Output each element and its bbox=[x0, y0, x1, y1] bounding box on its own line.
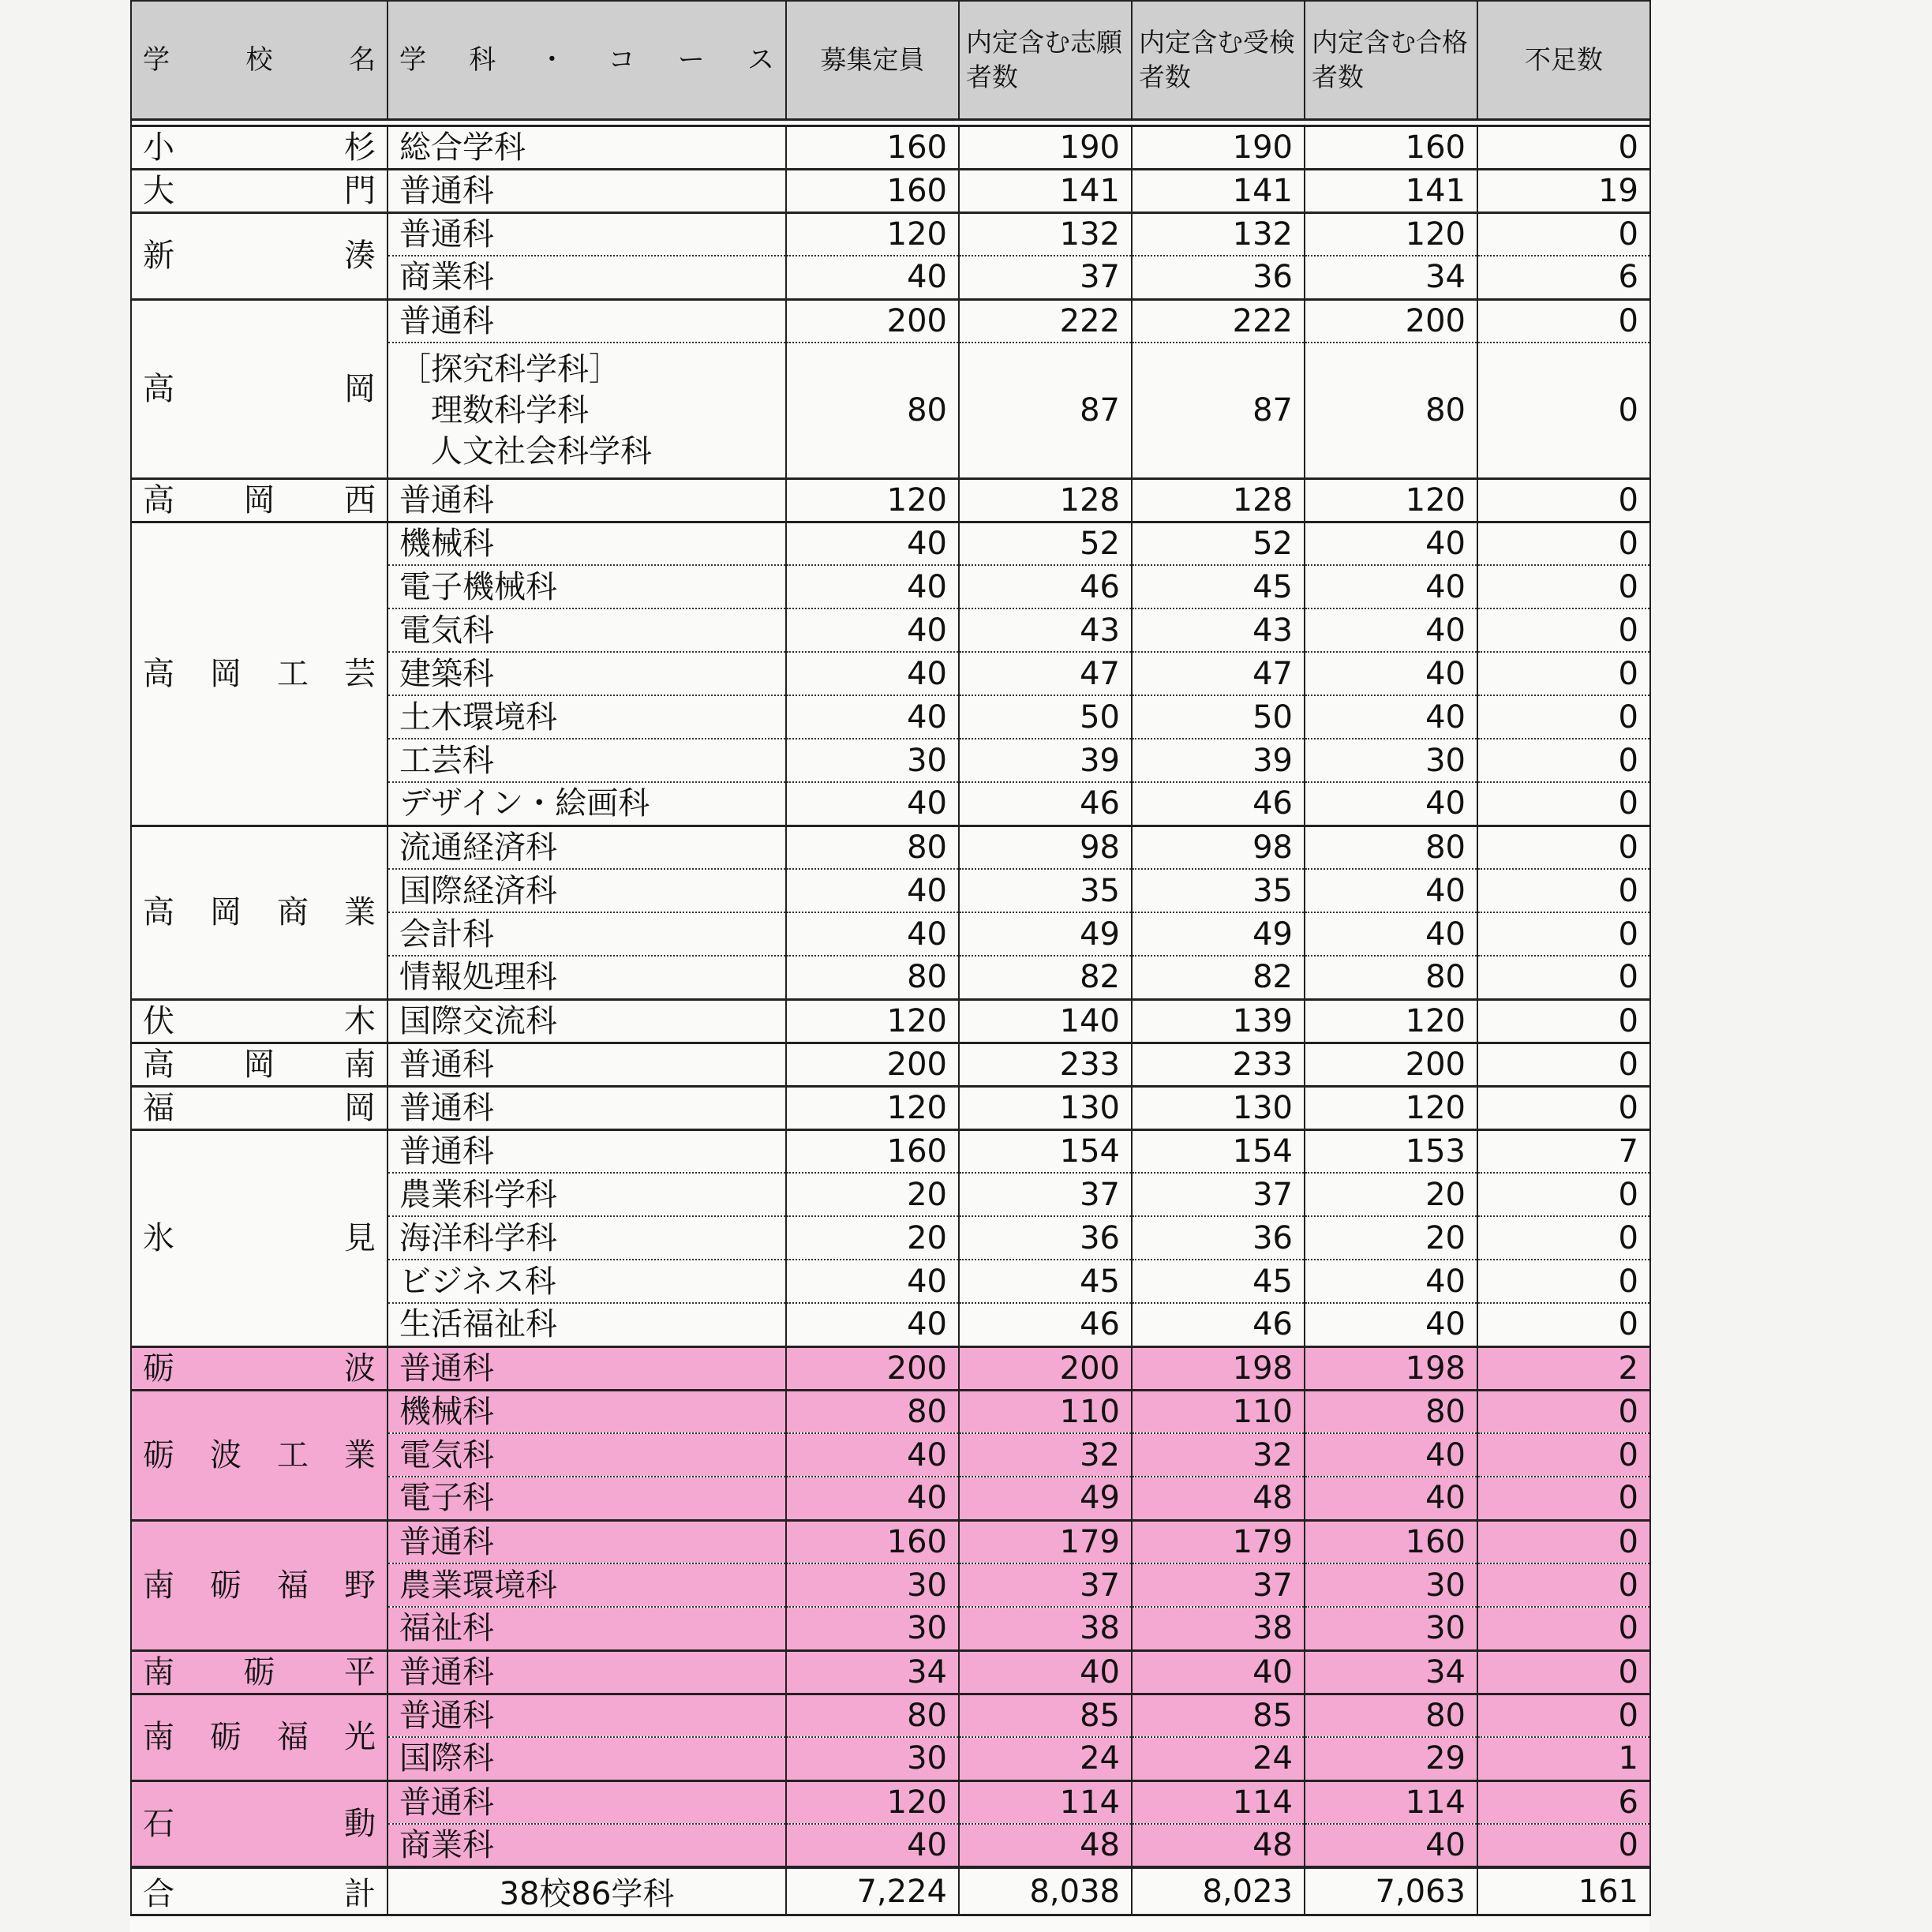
department-cell: 普通科 bbox=[388, 1650, 786, 1694]
applicants-cell: 233 bbox=[959, 1043, 1132, 1086]
table-body bbox=[131, 119, 1650, 1867]
passed-cell: 114 bbox=[1305, 1780, 1477, 1824]
passed-cell: 141 bbox=[1305, 169, 1477, 212]
examinees-cell: 139 bbox=[1132, 999, 1305, 1043]
table-row bbox=[131, 1390, 1650, 1433]
capacity-cell: 30 bbox=[786, 1563, 959, 1607]
department-cell: 機械科 bbox=[388, 1390, 786, 1433]
examinees-cell: 48 bbox=[1132, 1477, 1305, 1520]
examinees-cell: 85 bbox=[1132, 1694, 1305, 1737]
header-shortfall: 不足数 bbox=[1477, 1, 1650, 119]
capacity-cell: 20 bbox=[786, 1173, 959, 1216]
applicants-cell: 46 bbox=[959, 1303, 1132, 1346]
applicants-cell: 52 bbox=[959, 522, 1132, 565]
department-cell: 流通経済科 bbox=[388, 826, 786, 869]
shortfall-cell: 0 bbox=[1477, 999, 1650, 1043]
table-row bbox=[131, 1043, 1650, 1086]
school-name-cell: 高 岡 商 業 bbox=[131, 826, 388, 999]
capacity-cell: 40 bbox=[786, 1824, 959, 1867]
department-cell: 普通科 bbox=[388, 212, 786, 256]
department-cell: 電気科 bbox=[388, 608, 786, 652]
shortfall-cell: 0 bbox=[1477, 695, 1650, 739]
applicants-cell: 37 bbox=[959, 256, 1132, 299]
shortfall-cell: 0 bbox=[1477, 869, 1650, 912]
shortfall-cell: 0 bbox=[1477, 739, 1650, 782]
table-row bbox=[131, 1129, 1650, 1173]
table-row bbox=[131, 169, 1650, 212]
passed-cell: 40 bbox=[1305, 1477, 1477, 1520]
applicants-cell: 82 bbox=[959, 956, 1132, 999]
passed-cell: 160 bbox=[1305, 1520, 1477, 1563]
table-row bbox=[131, 1650, 1650, 1694]
passed-cell: 40 bbox=[1305, 1260, 1477, 1303]
passed-cell: 30 bbox=[1305, 1607, 1477, 1650]
header-examinees: 内定含む受検者数 bbox=[1132, 1, 1305, 119]
applicants-cell: 190 bbox=[959, 125, 1132, 169]
capacity-cell: 160 bbox=[786, 1129, 959, 1173]
capacity-cell: 20 bbox=[786, 1216, 959, 1260]
examinees-cell: 132 bbox=[1132, 212, 1305, 256]
shortfall-cell: 6 bbox=[1477, 1780, 1650, 1824]
school-name-cell: 高 岡 西 bbox=[131, 478, 388, 522]
capacity-cell: 200 bbox=[786, 1043, 959, 1086]
examinees-cell: 141 bbox=[1132, 169, 1305, 212]
capacity-cell: 80 bbox=[786, 1390, 959, 1433]
department-cell: 海洋科学科 bbox=[388, 1216, 786, 1260]
department-cell: 国際経済科 bbox=[388, 869, 786, 912]
table-footer bbox=[131, 1867, 1650, 1915]
shortfall-cell: 0 bbox=[1477, 1694, 1650, 1737]
department-cell: 普通科 bbox=[388, 299, 786, 343]
examinees-cell: 37 bbox=[1132, 1173, 1305, 1216]
passed-cell: 40 bbox=[1305, 1433, 1477, 1477]
department-cell: 普通科 bbox=[388, 1346, 786, 1390]
school-name-cell: 高 岡 工 芸 bbox=[131, 522, 388, 826]
examinees-cell: 52 bbox=[1132, 522, 1305, 565]
applicants-cell: 179 bbox=[959, 1520, 1132, 1563]
table-row bbox=[131, 826, 1650, 869]
applicants-cell: 114 bbox=[959, 1780, 1132, 1824]
shortfall-cell: 0 bbox=[1477, 1043, 1650, 1086]
capacity-cell: 40 bbox=[786, 912, 959, 956]
examinees-cell: 45 bbox=[1132, 1260, 1305, 1303]
department-cell: 普通科 bbox=[388, 1043, 786, 1086]
examinees-cell: 35 bbox=[1132, 869, 1305, 912]
capacity-cell: 120 bbox=[786, 1780, 959, 1824]
passed-cell: 40 bbox=[1305, 1303, 1477, 1346]
passed-cell: 160 bbox=[1305, 125, 1477, 169]
department-cell: 機械科 bbox=[388, 522, 786, 565]
header-capacity: 募集定員 bbox=[786, 1, 959, 119]
shortfall-cell: 0 bbox=[1477, 343, 1650, 478]
school-name-cell: 小 杉 bbox=[131, 125, 388, 169]
passed-cell: 34 bbox=[1305, 256, 1477, 299]
department-cell: 普通科 bbox=[388, 169, 786, 212]
applicants-cell: 37 bbox=[959, 1563, 1132, 1607]
department-cell: 商業科 bbox=[388, 1824, 786, 1867]
passed-cell: 29 bbox=[1305, 1737, 1477, 1780]
capacity-cell: 120 bbox=[786, 999, 959, 1043]
examinees-cell: 49 bbox=[1132, 912, 1305, 956]
capacity-cell: 30 bbox=[786, 1607, 959, 1650]
shortfall-cell: 6 bbox=[1477, 256, 1650, 299]
applicants-cell: 43 bbox=[959, 608, 1132, 652]
applicants-cell: 45 bbox=[959, 1260, 1132, 1303]
applicants-cell: 32 bbox=[959, 1433, 1132, 1477]
department-cell: 普通科 bbox=[388, 1520, 786, 1563]
capacity-cell: 120 bbox=[786, 1086, 959, 1129]
examinees-cell: 32 bbox=[1132, 1433, 1305, 1477]
examinees-cell: 43 bbox=[1132, 608, 1305, 652]
admission-results-table bbox=[130, 0, 1651, 1916]
table-header bbox=[131, 1, 1650, 119]
shortfall-cell: 0 bbox=[1477, 1173, 1650, 1216]
shortfall-cell: 7 bbox=[1477, 1129, 1650, 1173]
shortfall-cell: 0 bbox=[1477, 1607, 1650, 1650]
school-name-cell: 高 岡 南 bbox=[131, 1043, 388, 1086]
capacity-cell: 30 bbox=[786, 739, 959, 782]
examinees-cell: 130 bbox=[1132, 1086, 1305, 1129]
passed-cell: 40 bbox=[1305, 565, 1477, 608]
applicants-cell: 141 bbox=[959, 169, 1132, 212]
shortfall-cell: 0 bbox=[1477, 912, 1650, 956]
department-cell: 農業環境科 bbox=[388, 1563, 786, 1607]
examinees-cell: 110 bbox=[1132, 1390, 1305, 1433]
shortfall-cell: 0 bbox=[1477, 565, 1650, 608]
capacity-cell: 40 bbox=[786, 256, 959, 299]
department-cell: 電子科 bbox=[388, 1477, 786, 1520]
passed-cell: 198 bbox=[1305, 1346, 1477, 1390]
capacity-cell: 80 bbox=[786, 1694, 959, 1737]
examinees-cell: 98 bbox=[1132, 826, 1305, 869]
examinees-cell: 38 bbox=[1132, 1607, 1305, 1650]
school-name-cell: 新 湊 bbox=[131, 212, 388, 299]
capacity-cell: 40 bbox=[786, 652, 959, 695]
applicants-cell: 50 bbox=[959, 695, 1132, 739]
shortfall-cell: 0 bbox=[1477, 1563, 1650, 1607]
department-cell: 工芸科 bbox=[388, 739, 786, 782]
applicants-cell: 38 bbox=[959, 1607, 1132, 1650]
table-row bbox=[131, 1086, 1650, 1129]
capacity-cell: 120 bbox=[786, 212, 959, 256]
department-cell: 生活福祉科 bbox=[388, 1303, 786, 1346]
school-name-cell: 高 岡 bbox=[131, 299, 388, 478]
shortfall-cell: 0 bbox=[1477, 299, 1650, 343]
department-cell: 普通科 bbox=[388, 1129, 786, 1173]
school-name-cell: 伏 木 bbox=[131, 999, 388, 1043]
passed-cell: 40 bbox=[1305, 608, 1477, 652]
applicants-cell: 49 bbox=[959, 1477, 1132, 1520]
shortfall-cell: 0 bbox=[1477, 1433, 1650, 1477]
examinees-cell: 46 bbox=[1132, 1303, 1305, 1346]
school-name-cell: 南 砺 福 光 bbox=[131, 1694, 388, 1780]
total-label: 合 計 bbox=[131, 1867, 388, 1915]
shortfall-cell: 0 bbox=[1477, 1216, 1650, 1260]
total-applicants: 8,038 bbox=[959, 1867, 1132, 1915]
capacity-cell: 200 bbox=[786, 1346, 959, 1390]
examinees-cell: 114 bbox=[1132, 1780, 1305, 1824]
shortfall-cell: 0 bbox=[1477, 125, 1650, 169]
capacity-cell: 40 bbox=[786, 782, 959, 826]
examinees-cell: 179 bbox=[1132, 1520, 1305, 1563]
table-row bbox=[131, 299, 1650, 343]
applicants-cell: 154 bbox=[959, 1129, 1132, 1173]
capacity-cell: 160 bbox=[786, 1520, 959, 1563]
capacity-cell: 40 bbox=[786, 695, 959, 739]
passed-cell: 153 bbox=[1305, 1129, 1477, 1173]
examinees-cell: 37 bbox=[1132, 1563, 1305, 1607]
applicants-cell: 40 bbox=[959, 1650, 1132, 1694]
header-school: 学 校 名 bbox=[131, 1, 388, 119]
department-cell: 情報処理科 bbox=[388, 956, 786, 999]
capacity-cell: 40 bbox=[786, 1303, 959, 1346]
table-row bbox=[131, 125, 1650, 169]
applicants-cell: 130 bbox=[959, 1086, 1132, 1129]
capacity-cell: 80 bbox=[786, 956, 959, 999]
department-cell: 総合学科 bbox=[388, 125, 786, 169]
department-cell: 土木環境科 bbox=[388, 695, 786, 739]
school-name-cell: 砺 波 工 業 bbox=[131, 1390, 388, 1520]
examinees-cell: 48 bbox=[1132, 1824, 1305, 1867]
capacity-cell: 40 bbox=[786, 608, 959, 652]
total-capacity: 7,224 bbox=[786, 1867, 959, 1915]
applicants-cell: 37 bbox=[959, 1173, 1132, 1216]
applicants-cell: 39 bbox=[959, 739, 1132, 782]
passed-cell: 80 bbox=[1305, 956, 1477, 999]
passed-cell: 120 bbox=[1305, 999, 1477, 1043]
examinees-cell: 45 bbox=[1132, 565, 1305, 608]
shortfall-cell: 0 bbox=[1477, 1086, 1650, 1129]
applicants-cell: 49 bbox=[959, 912, 1132, 956]
school-name-cell: 南 砺 福 野 bbox=[131, 1520, 388, 1650]
shortfall-cell: 1 bbox=[1477, 1737, 1650, 1780]
shortfall-cell: 0 bbox=[1477, 212, 1650, 256]
passed-cell: 120 bbox=[1305, 478, 1477, 522]
gap-cell bbox=[131, 119, 1650, 125]
applicants-cell: 140 bbox=[959, 999, 1132, 1043]
department-cell: 農業科学科 bbox=[388, 1173, 786, 1216]
applicants-cell: 98 bbox=[959, 826, 1132, 869]
passed-cell: 120 bbox=[1305, 212, 1477, 256]
capacity-cell: 200 bbox=[786, 299, 959, 343]
school-name-cell: 砺 波 bbox=[131, 1346, 388, 1390]
passed-cell: 30 bbox=[1305, 1563, 1477, 1607]
capacity-cell: 80 bbox=[786, 343, 959, 478]
shortfall-cell: 19 bbox=[1477, 169, 1650, 212]
department-cell: 建築科 bbox=[388, 652, 786, 695]
department-cell: ビジネス科 bbox=[388, 1260, 786, 1303]
department-cell: 電気科 bbox=[388, 1433, 786, 1477]
shortfall-cell: 0 bbox=[1477, 1520, 1650, 1563]
shortfall-cell: 0 bbox=[1477, 608, 1650, 652]
examinees-cell: 222 bbox=[1132, 299, 1305, 343]
table-row bbox=[131, 1780, 1650, 1824]
department-cell: 会計科 bbox=[388, 912, 786, 956]
examinees-cell: 46 bbox=[1132, 782, 1305, 826]
applicants-cell: 85 bbox=[959, 1694, 1132, 1737]
shortfall-cell: 0 bbox=[1477, 522, 1650, 565]
applicants-cell: 46 bbox=[959, 565, 1132, 608]
capacity-cell: 120 bbox=[786, 478, 959, 522]
capacity-cell: 30 bbox=[786, 1737, 959, 1780]
shortfall-cell: 0 bbox=[1477, 956, 1650, 999]
capacity-cell: 40 bbox=[786, 1260, 959, 1303]
applicants-cell: 47 bbox=[959, 652, 1132, 695]
capacity-cell: 40 bbox=[786, 1433, 959, 1477]
examinees-cell: 47 bbox=[1132, 652, 1305, 695]
total-examinees: 8,023 bbox=[1132, 1867, 1305, 1915]
passed-cell: 34 bbox=[1305, 1650, 1477, 1694]
examinees-cell: 154 bbox=[1132, 1129, 1305, 1173]
capacity-cell: 40 bbox=[786, 522, 959, 565]
total-passed: 7,063 bbox=[1305, 1867, 1477, 1915]
passed-cell: 30 bbox=[1305, 739, 1477, 782]
capacity-cell: 34 bbox=[786, 1650, 959, 1694]
applicants-cell: 87 bbox=[959, 343, 1132, 478]
total-summary: 38校86学科 bbox=[388, 1867, 786, 1915]
passed-cell: 20 bbox=[1305, 1173, 1477, 1216]
shortfall-cell: 0 bbox=[1477, 1477, 1650, 1520]
examinees-cell: 36 bbox=[1132, 256, 1305, 299]
passed-cell: 20 bbox=[1305, 1216, 1477, 1260]
department-cell: 国際交流科 bbox=[388, 999, 786, 1043]
applicants-cell: 48 bbox=[959, 1824, 1132, 1867]
table-row bbox=[131, 1694, 1650, 1737]
examinees-cell: 233 bbox=[1132, 1043, 1305, 1086]
header-applicants: 内定含む志願者数 bbox=[959, 1, 1132, 119]
table-row bbox=[131, 1520, 1650, 1563]
applicants-cell: 132 bbox=[959, 212, 1132, 256]
total-shortfall: 161 bbox=[1477, 1867, 1650, 1915]
examinees-cell: 40 bbox=[1132, 1650, 1305, 1694]
school-name-cell: 石 動 bbox=[131, 1780, 388, 1867]
shortfall-cell: 0 bbox=[1477, 1303, 1650, 1346]
passed-cell: 80 bbox=[1305, 826, 1477, 869]
shortfall-cell: 0 bbox=[1477, 478, 1650, 522]
applicants-cell: 24 bbox=[959, 1737, 1132, 1780]
shortfall-cell: 0 bbox=[1477, 1824, 1650, 1867]
shortfall-cell: 0 bbox=[1477, 1390, 1650, 1433]
shortfall-cell: 0 bbox=[1477, 1260, 1650, 1303]
examinees-cell: 39 bbox=[1132, 739, 1305, 782]
department-cell: 普通科 bbox=[388, 1086, 786, 1129]
applicants-cell: 110 bbox=[959, 1390, 1132, 1433]
applicants-cell: 46 bbox=[959, 782, 1132, 826]
department-cell: 福祉科 bbox=[388, 1607, 786, 1650]
passed-cell: 200 bbox=[1305, 1043, 1477, 1086]
department-cell: 商業科 bbox=[388, 256, 786, 299]
passed-cell: 80 bbox=[1305, 343, 1477, 478]
applicants-cell: 128 bbox=[959, 478, 1132, 522]
capacity-cell: 40 bbox=[786, 565, 959, 608]
passed-cell: 200 bbox=[1305, 299, 1477, 343]
examinees-cell: 82 bbox=[1132, 956, 1305, 999]
passed-cell: 40 bbox=[1305, 782, 1477, 826]
capacity-cell: 40 bbox=[786, 1477, 959, 1520]
examinees-cell: 36 bbox=[1132, 1216, 1305, 1260]
applicants-cell: 222 bbox=[959, 299, 1132, 343]
examinees-cell: 198 bbox=[1132, 1346, 1305, 1390]
passed-cell: 80 bbox=[1305, 1694, 1477, 1737]
passed-cell: 40 bbox=[1305, 695, 1477, 739]
capacity-cell: 160 bbox=[786, 125, 959, 169]
passed-cell: 80 bbox=[1305, 1390, 1477, 1433]
table-row bbox=[131, 1346, 1650, 1390]
department-cell: 普通科 bbox=[388, 1780, 786, 1824]
department-cell: 普通科 bbox=[388, 478, 786, 522]
passed-cell: 40 bbox=[1305, 1824, 1477, 1867]
school-name-cell: 福 岡 bbox=[131, 1086, 388, 1129]
capacity-cell: 80 bbox=[786, 826, 959, 869]
table-row bbox=[131, 999, 1650, 1043]
department-cell: 国際科 bbox=[388, 1737, 786, 1780]
shortfall-cell: 0 bbox=[1477, 826, 1650, 869]
table-row bbox=[131, 522, 1650, 565]
shortfall-cell: 0 bbox=[1477, 1650, 1650, 1694]
passed-cell: 40 bbox=[1305, 522, 1477, 565]
school-name-cell: 大 門 bbox=[131, 169, 388, 212]
school-name-cell: 南 砺 平 bbox=[131, 1650, 388, 1694]
shortfall-cell: 0 bbox=[1477, 782, 1650, 826]
header-gap bbox=[131, 119, 1650, 125]
examinees-cell: 50 bbox=[1132, 695, 1305, 739]
applicants-cell: 35 bbox=[959, 869, 1132, 912]
examinees-cell: 128 bbox=[1132, 478, 1305, 522]
shortfall-cell: 2 bbox=[1477, 1346, 1650, 1390]
table-row bbox=[131, 478, 1650, 522]
passed-cell: 120 bbox=[1305, 1086, 1477, 1129]
examinees-cell: 24 bbox=[1132, 1737, 1305, 1780]
passed-cell: 40 bbox=[1305, 869, 1477, 912]
passed-cell: 40 bbox=[1305, 912, 1477, 956]
total-row bbox=[131, 1867, 1650, 1915]
header-dept: 学 科 ・ コ ー ス bbox=[388, 1, 786, 119]
examinees-cell: 190 bbox=[1132, 125, 1305, 169]
table-row bbox=[131, 212, 1650, 256]
applicants-cell: 200 bbox=[959, 1346, 1132, 1390]
school-name-cell: 氷 見 bbox=[131, 1129, 388, 1346]
department-cell: デザイン・絵画科 bbox=[388, 782, 786, 826]
department-cell: ［探究科学科］ 理数科学科 人文社会科学科 bbox=[388, 343, 786, 478]
department-cell: 電子機械科 bbox=[388, 565, 786, 608]
capacity-cell: 160 bbox=[786, 169, 959, 212]
examinees-cell: 87 bbox=[1132, 343, 1305, 478]
passed-cell: 40 bbox=[1305, 652, 1477, 695]
shortfall-cell: 0 bbox=[1477, 652, 1650, 695]
header-passed: 内定含む合格者数 bbox=[1305, 1, 1477, 119]
capacity-cell: 40 bbox=[786, 869, 959, 912]
applicants-cell: 36 bbox=[959, 1216, 1132, 1260]
department-cell: 普通科 bbox=[388, 1694, 786, 1737]
